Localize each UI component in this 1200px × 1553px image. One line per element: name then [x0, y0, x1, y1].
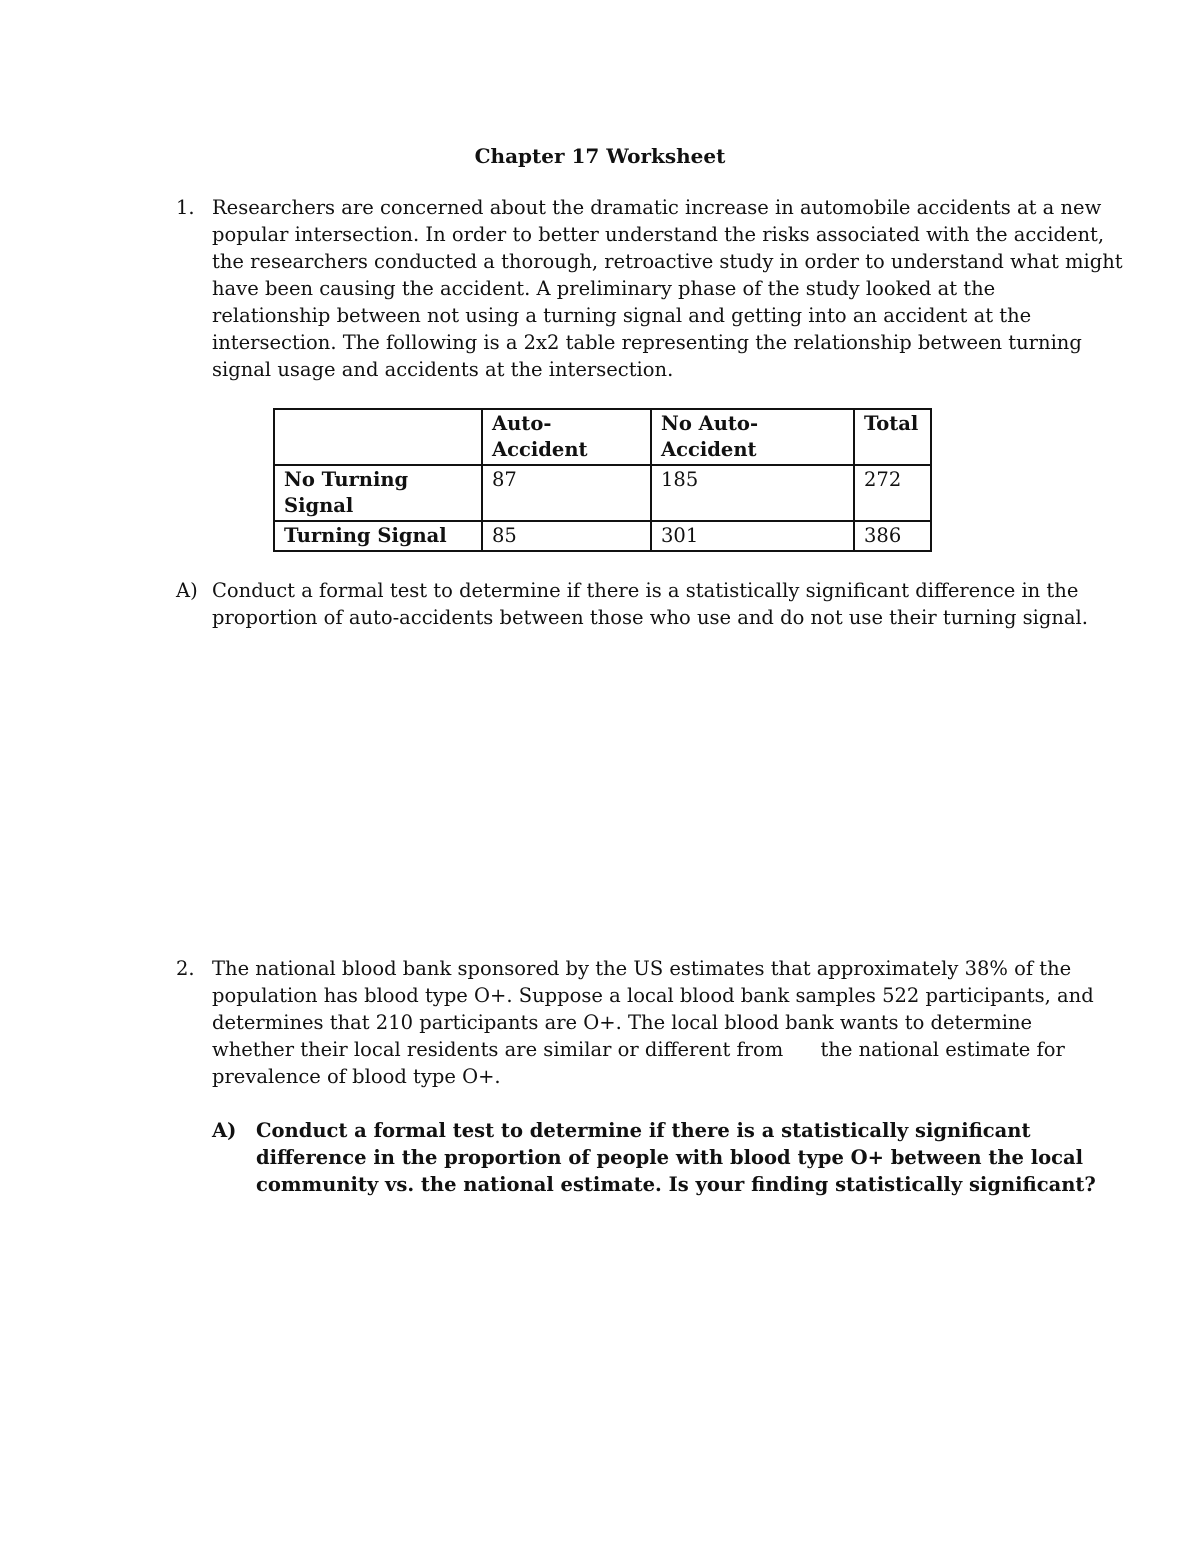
text-line: The national blood bank sponsored by the US estimates that approximately 38% of the — [212, 957, 1072, 980]
table-header-cell — [274, 409, 482, 465]
row-header-cell: No Turning Signal — [274, 465, 482, 521]
question-1 — [176, 194, 1123, 383]
part-label: A) — [212, 1119, 237, 1142]
text-line: whether their local residents are similar or different from the national estimate for — [212, 1038, 1065, 1061]
table-cell: 87 — [482, 465, 651, 521]
part-text — [212, 577, 1088, 631]
row-header-cell: Turning Signal — [274, 521, 482, 551]
question-text — [212, 955, 1094, 1090]
question-number: 2. — [176, 957, 195, 980]
text-line: popular intersection. In order to better understand the risks associated with the accident, — [212, 223, 1105, 246]
table-header-cell: No Auto-Accident — [651, 409, 854, 465]
text-line: proportion of auto-accidents between those who use and do not use their turning signal. — [212, 606, 1088, 629]
text-line: the researchers conducted a thorough, retroactive study in order to understand what might — [212, 250, 1123, 273]
table-cell: 185 — [651, 465, 854, 521]
question-1-part-a — [176, 577, 1088, 631]
text-line: have been causing the accident. A preliminary phase of the study looked at the — [212, 277, 996, 300]
text-line: signal usage and accidents at the intersection. — [212, 358, 674, 381]
text-line: community vs. the national estimate. Is your finding statistically significant? — [256, 1173, 1096, 1196]
contingency-table — [273, 408, 932, 552]
question-2-part-a — [212, 1117, 1096, 1198]
question-text — [212, 194, 1123, 383]
text-line: population has blood type O+. Suppose a local blood bank samples 522 participants, and — [212, 984, 1094, 1007]
table-cell: 386 — [854, 521, 931, 551]
text-line: Conduct a formal test to determine if there is a statistically significant — [256, 1119, 1031, 1142]
header-line: Auto- — [492, 412, 552, 435]
table-cell: 85 — [482, 521, 651, 551]
text-line: Researchers are concerned about the dramatic increase in automobile accidents at a new — [212, 196, 1102, 219]
table-header-row — [274, 409, 931, 465]
text-line: Conduct a formal test to determine if there is a statistically significant difference in the — [212, 579, 1079, 602]
header-line: Accident — [492, 438, 588, 461]
table-row — [274, 465, 931, 521]
table-row — [274, 521, 931, 551]
page-title: Chapter 17 Worksheet — [474, 144, 726, 168]
text-line: determines that 210 participants are O+. The local blood bank wants to determine — [212, 1011, 1033, 1034]
text-line: prevalence of blood type O+. — [212, 1065, 501, 1088]
table-header-cell: Total — [854, 409, 931, 465]
table-cell: 301 — [651, 521, 854, 551]
part-text — [256, 1117, 1096, 1198]
question-2 — [176, 955, 1094, 1090]
table-cell: 272 — [854, 465, 931, 521]
text-line: difference in the proportion of people with blood type O+ between the local — [256, 1146, 1084, 1169]
table-header-cell — [482, 409, 651, 465]
text-line: relationship between not using a turning signal and getting into an accident at the — [212, 304, 1032, 327]
text-line: intersection. The following is a 2x2 table representing the relationship between turning — [212, 331, 1082, 354]
question-number: 1. — [176, 196, 195, 219]
part-label: A) — [176, 579, 198, 602]
